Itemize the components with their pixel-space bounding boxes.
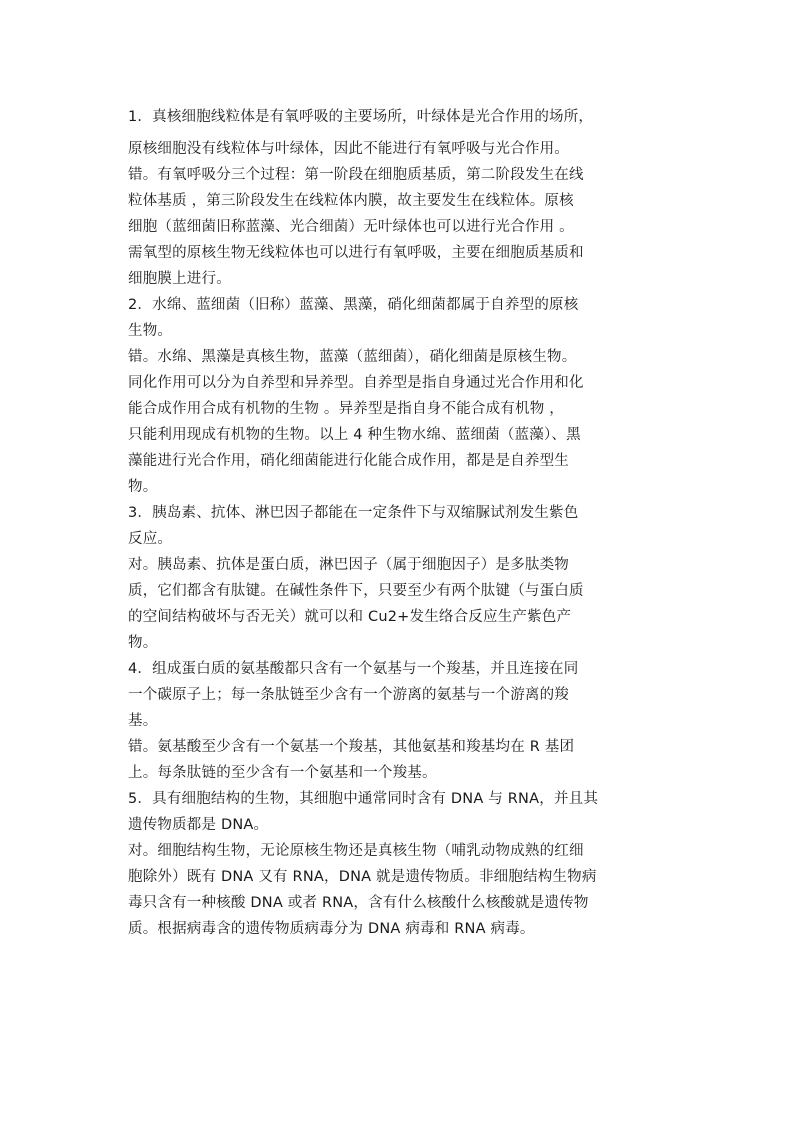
text-line: 错。有氧呼吸分三个过程：第一阶段在细胞质基质，第二阶段发生在线 — [128, 167, 584, 183]
text-line: 细胞（蓝细菌旧称蓝藻、光合细菌）无叶绿体也可以进行光合作用 。 — [128, 219, 574, 235]
text-line: 的空间结构破坏与否无关）就可以和 Cu2+发生络合反应生产紫色产 — [128, 609, 572, 625]
text-line: 4．组成蛋白质的氨基酸都只含有一个氨基与一个羧基，并且连接在同 — [128, 661, 579, 677]
text-line: 基。 — [128, 713, 158, 729]
text-line: 只能利用现成有机物的生物。以上 4 种生物水绵、蓝细菌（蓝藻）、黑 — [128, 427, 581, 443]
text-line: 质，它们都含有肽键。在碱性条件下，只要至少有两个肽键（与蛋白质 — [128, 583, 584, 599]
text-line: 毒只含有一种核酸 DNA 或者 RNA，含有什么核酸什么核酸就是遗传物 — [128, 895, 589, 911]
text-line: 一个碳原子上；每一条肽链至少含有一个游离的氨基与一个游离的羧 — [128, 687, 569, 703]
document-body — [128, 104, 688, 942]
text-line: 细胞膜上进行。 — [128, 271, 231, 287]
text-line: 质。根据病毒含的遗传物质病毒分为 DNA 病毒和 RNA 病毒。 — [128, 921, 535, 937]
text-line: 物。 — [128, 635, 158, 651]
text-line: 对。细胞结构生物，无论原核生物还是真核生物（哺乳动物成熟的红细 — [128, 843, 584, 859]
text-line: 藻能进行光合作用，硝化细菌能进行化能合成作用，都是是自养型生 — [128, 453, 569, 469]
text-line: 生物。 — [128, 323, 173, 339]
text-line: 2．水绵、蓝细菌（旧称）蓝藻、黑藻，硝化细菌都属于自养型的原核 — [128, 297, 579, 313]
text-line: 3．胰岛素、抗体、淋巴因子都能在一定条件下与双缩脲试剂发生紫色 — [128, 505, 579, 521]
text-line: 1．真核细胞线粒体是有氧呼吸的主要场所，叶绿体是光合作用的场所， — [128, 109, 594, 125]
text-line: 反应。 — [128, 531, 173, 547]
text-line: 物。 — [128, 479, 158, 495]
text-line: 需氧型的原核生物无线粒体也可以进行有氧呼吸，主要在细胞质基质和 — [128, 245, 584, 261]
text-line: 原核细胞没有线粒体与叶绿体，因此不能进行有氧呼吸与光合作用。 — [128, 141, 569, 157]
text-line: 同化作用可以分为自养型和异养型。自养型是指自身通过光合作用和化 — [128, 375, 584, 391]
text-line: 遗传物质都是 DNA。 — [128, 817, 269, 833]
text-line: 能合成作用合成有机物的生物 。异养型是指自身不能合成有机物 ， — [128, 401, 564, 417]
text-line: 对。胰岛素、抗体是蛋白质，淋巴因子（属于细胞因子）是多肽类物 — [128, 557, 569, 573]
text-line: 胞除外）既有 DNA 又有 RNA，DNA 就是遗传物质。非细胞结构生物病 — [128, 869, 597, 885]
text-line: 5．具有细胞结构的生物，其细胞中通常同时含有 DNA 与 RNA，并且其 — [128, 791, 599, 807]
text-line: 上。每条肽链的至少含有一个氨基和一个羧基。 — [128, 765, 437, 781]
text-line: 粒体基质 ，第三阶段发生在线粒体内膜，故主要发生在线粒体。原核 — [128, 193, 574, 209]
text-line: 错。氨基酸至少含有一个氨基一个羧基，其他氨基和羧基均在 R 基团 — [128, 739, 575, 755]
text-line: 错。水绵、黑藻是真核生物，蓝藻（蓝细菌），硝化细菌是原核生物。 — [128, 349, 577, 365]
